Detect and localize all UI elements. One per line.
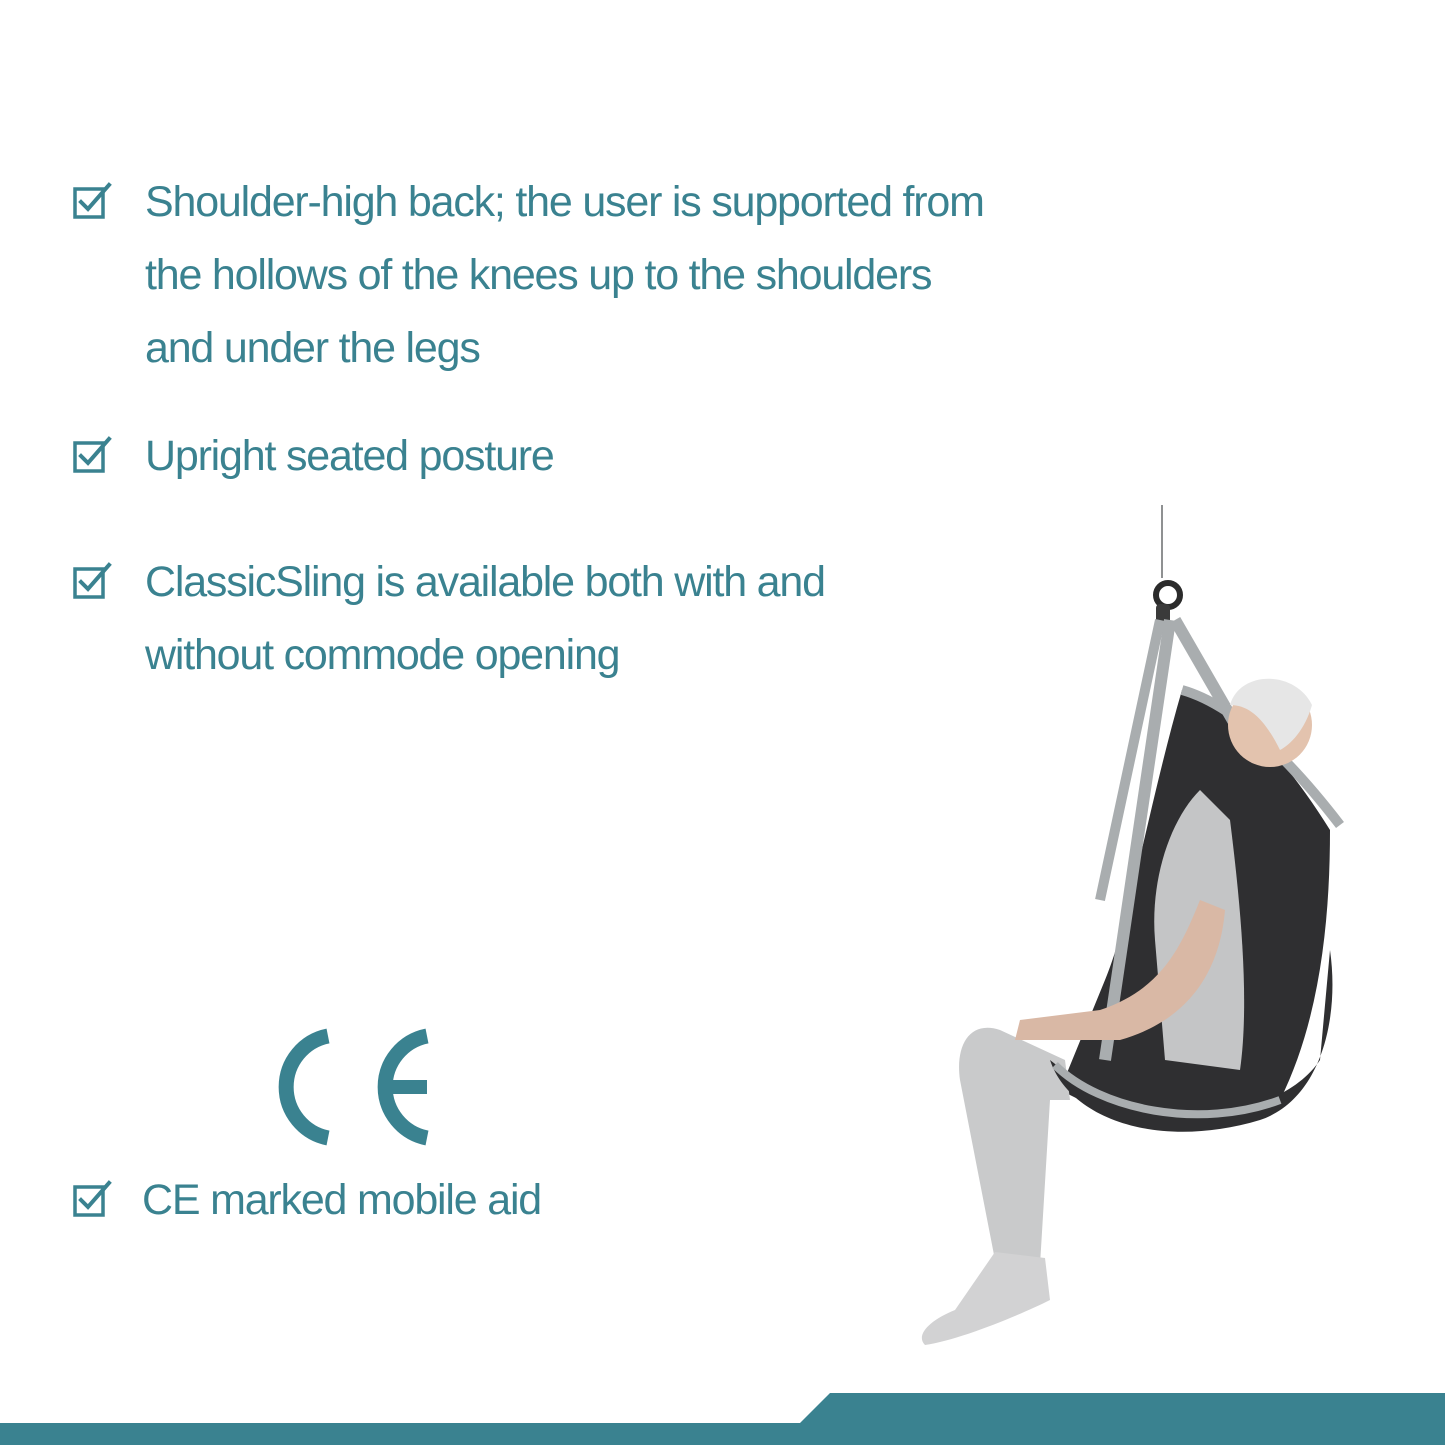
feature-text: ClassicSling is available both with and without commode opening: [145, 558, 825, 679]
spreader-hook: [1156, 583, 1180, 607]
feature-text: CE marked mobile aid: [142, 1176, 542, 1224]
person-feet: [922, 1252, 1050, 1345]
checkbox-checked-icon: [72, 434, 112, 474]
feature-item: [72, 166, 984, 385]
feature-item: [72, 420, 554, 493]
checkbox-checked-icon: [72, 180, 112, 220]
feature-text: Shoulder-high back; the user is supported from the hollows of the knees up to the shoulders and under the legs: [145, 178, 984, 372]
footer-accent-band: [0, 1385, 1445, 1445]
checkbox-checked-icon: [72, 560, 112, 600]
checkbox-checked-icon: [72, 1178, 112, 1218]
ce-mark-logo: [262, 1028, 430, 1146]
sling-product-photo: [900, 500, 1360, 1370]
feature-item: [72, 546, 825, 692]
feature-text: Upright seated posture: [145, 432, 554, 480]
feature-item: [72, 1164, 541, 1237]
